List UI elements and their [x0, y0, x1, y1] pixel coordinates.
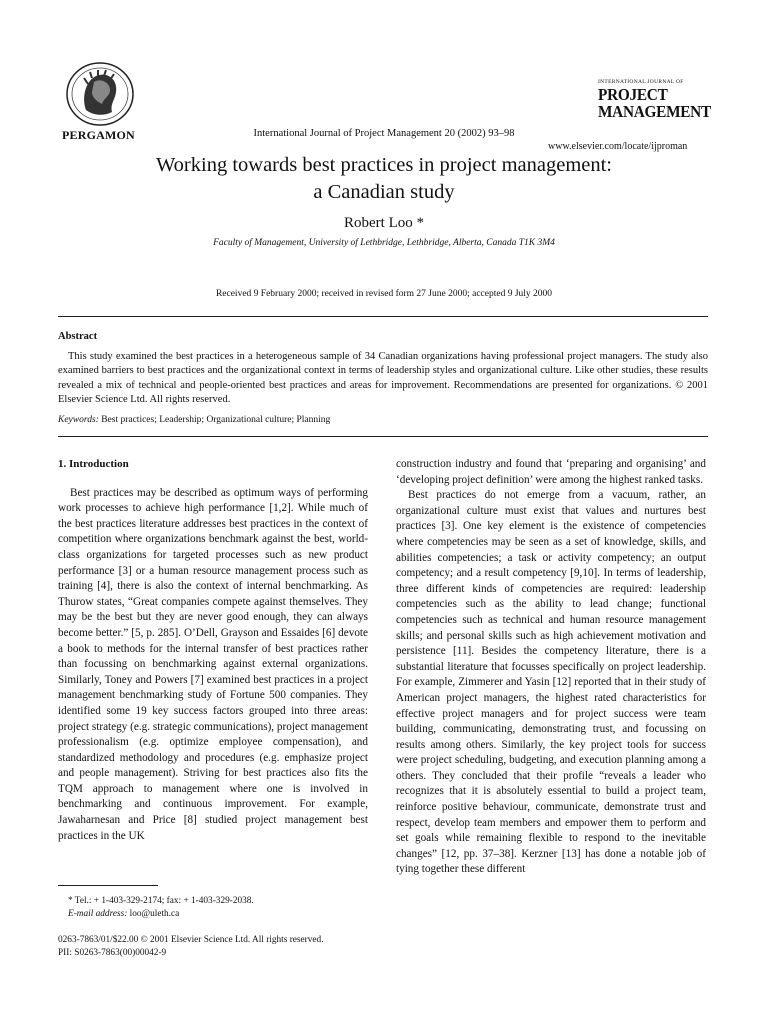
divider-top [58, 316, 708, 317]
journal-logo-line2: MANAGEMENT [598, 101, 711, 121]
divider-bottom [58, 436, 708, 437]
intro-paragraph-2: Best practices do not emerge from a vacuum, rather, an organizational culture must exist that values and nurtures best practices [3]. One key element is the existence of competencies where competencies may be seen as a set of knowledge, skills, and abilities competencies; a task or activity competency; an output competency; and a result competency [9,10]. In terms of leadership, three different kinds of competencies are required: leadership competencies such as the ability to lead change; functional competencies such as technical and human resource management skills; and personal skills such as high achievement motivation and persistence [11]. Besides the competency literature, there is a substantial literature that focusses specifically on project leadership. For example, Zimmerer and Yasin [12] reported that in their study of American project managers, the highest rated characteristics for effective project managers and for project success were team building, communicating, demonstrating trust, and focussing on results among others. Similarly, the key project tools for success were project scheduling, budgeting, and execution planning among a others. They concluded that their profile “reveals a leader who recognizes that it is absolutely essential to build a project team, reinforce positive behaviour, communicate, demonstrate trust and respect, develop team members and empower them to perform and set goals while remaining flexible to respond to the inevitable changes” [12, pp. 37–38]. Kerzner [13] has done a notable job of tying together these different [396, 489, 706, 876]
keywords-list: Best practices; Leadership; Organizational culture; Planning [101, 415, 331, 425]
keywords [58, 415, 330, 425]
article-author: Robert Loo * [344, 215, 424, 231]
author-affiliation: Faculty of Management, University of Lethbridge, Lethbridge, Alberta, Canada T1K 3M4 [213, 238, 555, 248]
footnote-contact: * Tel.: + 1-403-329-2174; fax: + 1-403-329-2038. [68, 896, 254, 906]
article-title-line1: Working towards best practices in project management: [155, 154, 613, 176]
publisher-name: PERGAMON [62, 128, 135, 142]
pii-line: PII: S0263-7863(00)00042-9 [58, 948, 167, 958]
footnote-email-label: E-mail address: [68, 909, 128, 919]
abstract-text: This study examined the best practices in a heterogeneous sample of 34 Canadian organizations having professional project managers. The study also examined barriers to best practices and the organizational context in terms of leadership styles and organizational culture. Like other studies, these results revealed a mix of technical and people-oriented best practices and areas for improvement. Recommendations are presented for organizations. © 2001 Elsevier Science Ltd. All rights reserved. [58, 351, 708, 405]
article-title-line2: a Canadian study [313, 181, 455, 203]
footnote-divider [58, 885, 158, 886]
article-title [0, 152, 768, 206]
publisher-logo-emblem [64, 60, 136, 128]
footnote-email[interactable]: loo@uleth.ca [129, 909, 180, 919]
article-dates: Received 9 February 2000; received in revised form 27 June 2000; accepted 9 July 2000 [215, 289, 553, 299]
journal-logo-small-text: INTERNATIONAL JOURNAL OF [598, 79, 684, 85]
copyright-issn [58, 934, 324, 960]
intro-paragraph-1: Best practices may be described as optimum ways of performing work processes to achieve high performance [1,2]. While much of the best practices literature addresses best practices in the context of competition where organizations benchmark against the best, world-class organizations for targeted processes such as new product performance [3] or a human resource management process such as training [4], there is also the context of internal benchmarking. As Thurow states, “Great companies compete against themselves. They may be the best but they are never good enough, they can always become better.” [5, p. 285]. O’Dell, Grayson and Essaides [6] devote a book to methods for the internal transfer of best practices rather than focussing on benchmarking against external organizations. Similarly, Toney and Powers [7] examined best practices in a project management benchmarking study of Fortune 500 companies. They identified some 19 key success factors grouped into three areas: project strategy (e.g. strategic communications), project management professionalism (e.g. optimize employee compensation), and standardized methodology and procedures (e.g. emphasize project and people management). Striving for best practices also fits the TQM approach to management where one is involved in benchmarking and continuous improvement. For example, Jawaharnesan and Price [8] studied project management best practices in the UK [58, 486, 368, 842]
section-heading: 1. Introduction [58, 458, 129, 470]
journal-logo [598, 79, 711, 121]
journal-url[interactable]: www.elsevier.com/locate/ijproman [548, 141, 688, 152]
abstract-heading: Abstract [58, 331, 98, 342]
journal-citation: International Journal of Project Management 20 (2002) 93–98 [253, 128, 515, 139]
right-column [396, 457, 706, 878]
issn-line: 0263-7863/01/$22.00 © 2001 Elsevier Science Ltd. All rights reserved. [58, 935, 324, 945]
author-footnote [68, 895, 254, 921]
journal-logo-line1: PROJECT [598, 84, 668, 104]
footnote-email-line [68, 908, 254, 921]
intro-paragraph-1-continued: construction industry and found that ‘preparing and organising’ and ‘developing project definition’ were among the highest ranked tasks. [396, 458, 706, 486]
left-column [58, 457, 368, 844]
keywords-label: Keywords: [58, 415, 99, 425]
